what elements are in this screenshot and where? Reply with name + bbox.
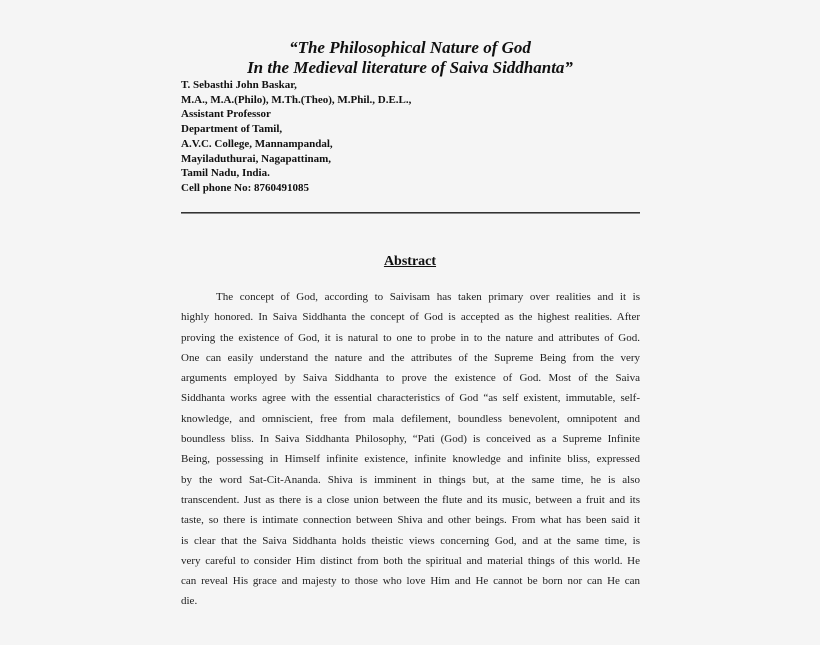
abstract-line bbox=[181, 449, 640, 469]
author-phone: Cell phone No: 8760491085 bbox=[181, 181, 310, 194]
abstract-line bbox=[181, 368, 640, 388]
paper-title-line-2: In the Medieval literature of Saiva Siddhanta” bbox=[247, 58, 573, 77]
abstract-line bbox=[181, 531, 640, 551]
abstract-line-text: taste, so there is intimate connection between Shiva and other beings. From what has been said it bbox=[181, 514, 640, 527]
author-department: Department of Tamil, bbox=[181, 123, 283, 136]
abstract-line-text: boundless bliss. In Saiva Siddhanta Philosophy, “Pati (God) is conceived as a Supreme Infinite bbox=[181, 433, 640, 446]
abstract-line bbox=[181, 470, 640, 490]
author-position: Assistant Professor bbox=[181, 108, 271, 121]
abstract-line bbox=[181, 429, 640, 449]
abstract-line bbox=[181, 591, 640, 611]
abstract-line-text: by the word Sat-Cit-Ananda. Shiva is imminent in things but, at the same time, he is also bbox=[181, 473, 640, 486]
abstract-line bbox=[181, 307, 640, 327]
abstract-line-text: arguments employed by Saiva Siddhanta to prove the existence of God. Most of the Saiva bbox=[181, 372, 640, 385]
abstract-line bbox=[181, 510, 640, 530]
author-info bbox=[181, 78, 411, 196]
abstract-line-text: One can easily understand the nature and the attributes of the Supreme Being from the very bbox=[181, 351, 640, 364]
abstract-line bbox=[181, 490, 640, 510]
abstract-line-text: highly honored. In Saiva Siddhanta the concept of God is accepted as the highest realities. After bbox=[181, 311, 640, 324]
abstract-line-text: knowledge, and omniscient, free from mala defilement, boundless benevolent, omnipotent and bbox=[181, 412, 640, 425]
abstract-line bbox=[181, 571, 640, 591]
abstract-heading: Abstract bbox=[383, 254, 437, 269]
abstract-line-text: transcendent. Just as there is a close union between the flute and its music, between a fruit and its bbox=[181, 493, 640, 506]
abstract-line bbox=[181, 328, 640, 348]
abstract-line-text: proving the existence of God, it is natural to one to probe in to the nature and attributes of God. bbox=[181, 331, 640, 344]
abstract-line-text: Siddhanta works agree with the essential characteristics of God “as self existent, immutable, self- bbox=[181, 392, 640, 405]
author-state: Tamil Nadu, India. bbox=[181, 167, 270, 180]
abstract-line bbox=[181, 551, 640, 571]
abstract-line-text: can reveal His grace and majesty to those who love Him and He cannot be born nor can He can bbox=[181, 575, 640, 588]
abstract-line-text: die. bbox=[181, 595, 198, 608]
author-name: T. Sebasthi John Baskar, bbox=[181, 79, 297, 91]
abstract-line bbox=[181, 409, 640, 429]
abstract-line-text: very careful to consider Him distinct from both the spiritual and material things of this world. He bbox=[181, 554, 640, 567]
horizontal-rule bbox=[181, 212, 640, 214]
author-degrees: M.A., M.A.(Philo), M.Th.(Theo), M.Phil., D.E.L., bbox=[181, 93, 412, 106]
abstract-line bbox=[181, 287, 640, 307]
abstract-line bbox=[181, 348, 640, 368]
abstract-body bbox=[181, 287, 640, 612]
abstract-line bbox=[181, 388, 640, 408]
author-college: A.V.C. College, Mannampandal, bbox=[181, 137, 333, 150]
abstract-line-text: Being, possessing in Himself infinite existence, infinite knowledge and infinite bliss, expressed bbox=[181, 453, 640, 466]
abstract-line-text: The concept of God, according to Saivisam has taken primary over realities and it is bbox=[216, 291, 640, 303]
paper-title-line-1: “The Philosophical Nature of God bbox=[289, 38, 531, 57]
author-city: Mayiladuthurai, Nagapattinam, bbox=[181, 152, 332, 165]
abstract-line-text: is clear that the Saiva Siddhanta holds theistic views concerning God, and at the same time, is bbox=[181, 534, 640, 547]
